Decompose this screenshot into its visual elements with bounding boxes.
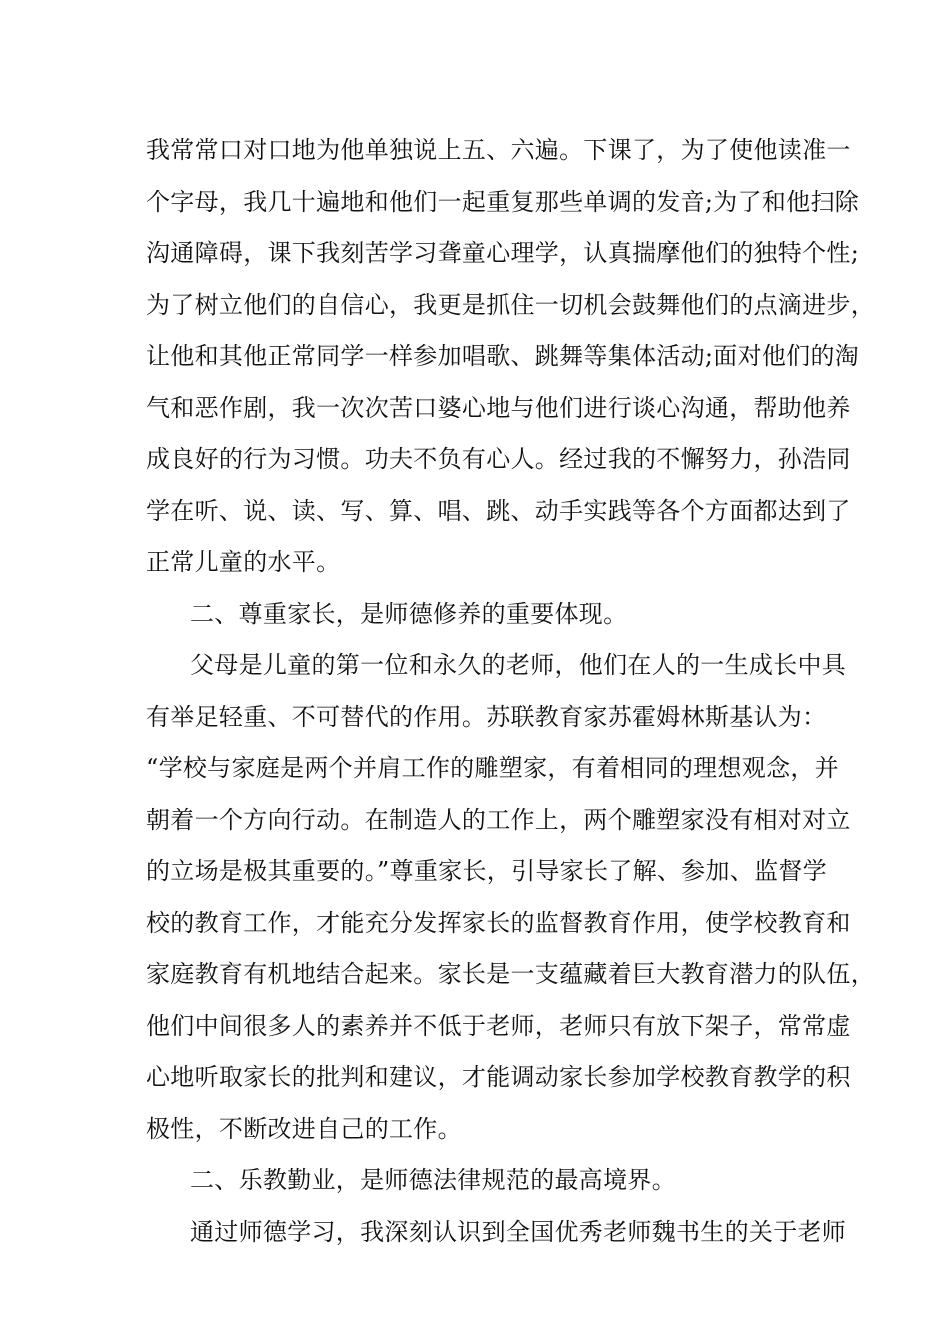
text-line: 学在听、说、读、写、算、唱、跳、动手实践等各个方面都达到了 bbox=[146, 496, 851, 525]
section-heading: 二、尊重家长，是师德修养的重要体现。 bbox=[190, 599, 628, 628]
text-line: 气和恶作剧，我一次次苦口婆心地与他们进行谈心沟通，帮助他养 bbox=[146, 393, 851, 422]
body-text bbox=[146, 125, 875, 1258]
text-line: 沟通障碍，课下我刻苦学习聋童心理学，认真揣摩他们的独特个性; bbox=[146, 239, 860, 267]
text-line: 极性，不断改进自己的工作。 bbox=[146, 1114, 462, 1143]
text-line: 家庭教育有机地结合起来。家长是一支蕴藏着巨大教育潜力的队伍， bbox=[146, 960, 875, 988]
text-line: 我常常口对口地为他单独说上五、六遍。下课了，为了使他读准一 bbox=[146, 136, 851, 164]
text-line: 通过师德学习，我深刻认识到全国优秀老师魏书生的关于老师 bbox=[190, 1217, 847, 1246]
text-line: 他们中间很多人的素养并不低于老师，老师只有放下架子，常常虚 bbox=[146, 1011, 851, 1040]
text-line: 个字母，我几十遍地和他们一起重复那些单调的发音;为了和他扫除 bbox=[146, 187, 860, 216]
text-line: 父母是儿童的第一位和永久的老师，他们在人的一生成长中具 bbox=[190, 651, 847, 679]
text-line: 让他和其他正常同学一样参加唱歌、跳舞等集体活动;面对他们的淘 bbox=[146, 342, 860, 370]
text-line: “学校与家庭是两个并肩工作的雕塑家，有着相同的理想观念，并 bbox=[146, 754, 839, 782]
text-line: 为了树立他们的自信心，我更是抓住一切机会鼓舞他们的点滴进步， bbox=[146, 290, 875, 319]
text-line: 的立场是极其重要的。”尊重家长，引导家长了解、参加、监督学 bbox=[146, 857, 827, 885]
text-line: 朝着一个方向行动。在制造人的工作上，两个雕塑家没有相对对立 bbox=[146, 805, 851, 834]
text-line: 心地听取家长的批判和建议，才能调动家长参加学校教育教学的积 bbox=[146, 1063, 851, 1091]
text-line: 成良好的行为习惯。功夫不负有心人。经过我的不懈努力，孙浩同 bbox=[146, 445, 851, 473]
text-line: 校的教育工作，才能充分发挥家长的监督教育作用，使学校教育和 bbox=[146, 908, 851, 937]
section-heading: 二、乐教勤业，是师德法律规范的最高境界。 bbox=[190, 1166, 676, 1194]
text-line: 正常儿童的水平。 bbox=[146, 548, 341, 576]
text-line: 有举足轻重、不可替代的作用。苏联教育家苏霍姆林斯基认为： bbox=[146, 702, 827, 731]
